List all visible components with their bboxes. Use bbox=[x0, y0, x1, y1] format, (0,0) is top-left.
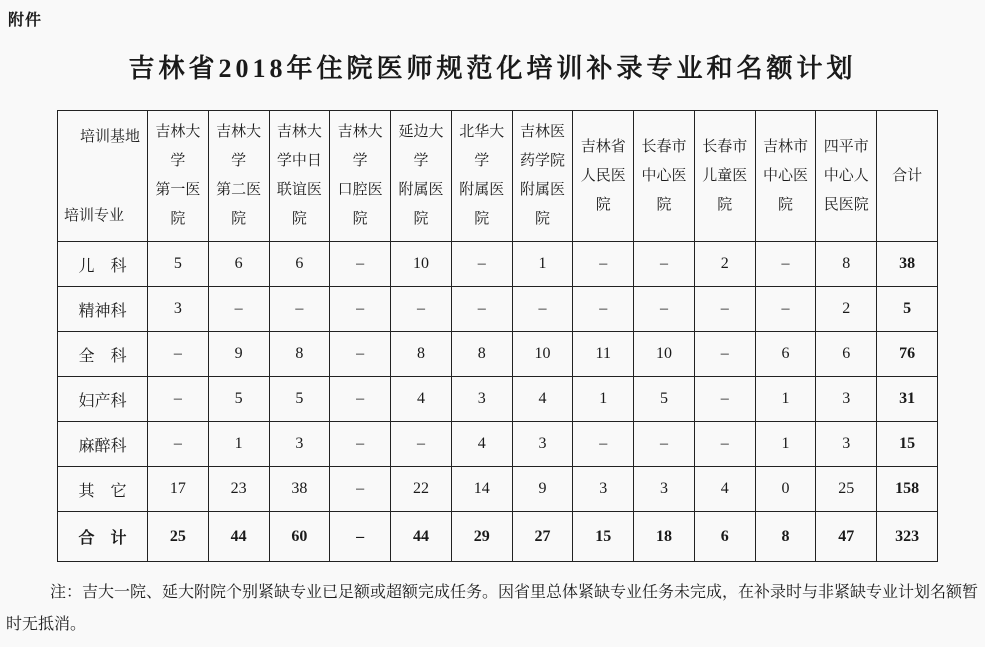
data-cell: – bbox=[694, 332, 755, 377]
header-cell-hospital bbox=[148, 111, 209, 242]
table-header-row bbox=[58, 111, 938, 242]
row-label: 儿 科 bbox=[58, 242, 148, 287]
hospital-name-line: 第一医 bbox=[155, 182, 201, 198]
corner-label-training-base: 培训基地 bbox=[79, 129, 140, 145]
hospital-name-line: 口腔医 bbox=[337, 182, 383, 198]
hospital-name-line: 院 bbox=[352, 211, 368, 227]
data-cell: 1 bbox=[755, 422, 816, 467]
data-cell: – bbox=[694, 287, 755, 332]
hospital-name-line: 院 bbox=[717, 196, 733, 213]
data-cell: 6 bbox=[816, 332, 877, 377]
footnote bbox=[6, 577, 979, 641]
data-cell: 25 bbox=[816, 467, 877, 512]
data-cell: – bbox=[573, 287, 634, 332]
data-cell: 0 bbox=[755, 467, 816, 512]
total-cell: 323 bbox=[877, 512, 938, 562]
row-label: 麻醉科 bbox=[58, 422, 148, 467]
hospital-name-line: 学 bbox=[474, 153, 490, 169]
hospital-name bbox=[391, 118, 451, 234]
hospital-name-line: 院 bbox=[595, 196, 611, 213]
hospital-name bbox=[756, 133, 816, 220]
data-cell: 4 bbox=[391, 377, 452, 422]
hospital-name-line: 吉林省 bbox=[580, 138, 626, 155]
hospital-name bbox=[573, 133, 633, 220]
hospital-name bbox=[695, 133, 755, 220]
data-cell: 60 bbox=[269, 512, 330, 562]
data-cell: 4 bbox=[512, 377, 573, 422]
data-cell: 47 bbox=[816, 512, 877, 562]
hospital-name bbox=[513, 118, 573, 234]
hospital-name-line: 院 bbox=[534, 211, 550, 227]
data-cell: 6 bbox=[755, 332, 816, 377]
header-cell-hospital bbox=[512, 111, 573, 242]
hospital-name-line: 四平市 bbox=[823, 138, 869, 155]
data-cell: – bbox=[573, 242, 634, 287]
data-cell: 1 bbox=[573, 377, 634, 422]
table-row bbox=[58, 287, 938, 332]
hospital-name-line: 附属医 bbox=[398, 182, 444, 198]
data-cell: 3 bbox=[512, 422, 573, 467]
header-cell-hospital bbox=[573, 111, 634, 242]
data-cell: – bbox=[755, 287, 816, 332]
hospital-name-line: 吉林大 bbox=[276, 124, 322, 140]
hospital-name-line: 中心医 bbox=[641, 167, 687, 184]
data-cell: 44 bbox=[391, 512, 452, 562]
data-cell: 9 bbox=[208, 332, 269, 377]
hospital-name-line: 民医院 bbox=[823, 196, 869, 213]
data-cell: – bbox=[694, 422, 755, 467]
data-cell: 44 bbox=[208, 512, 269, 562]
data-cell: – bbox=[330, 467, 391, 512]
data-cell: 8 bbox=[391, 332, 452, 377]
data-cell: 5 bbox=[208, 377, 269, 422]
total-cell: 158 bbox=[877, 467, 938, 512]
hospital-name bbox=[209, 118, 269, 234]
total-cell: 15 bbox=[877, 422, 938, 467]
header-cell-hospital bbox=[391, 111, 452, 242]
data-cell: – bbox=[391, 422, 452, 467]
total-cell: 38 bbox=[877, 242, 938, 287]
table-row bbox=[58, 332, 938, 377]
hospital-name-line: 北华大 bbox=[459, 124, 505, 140]
data-cell: – bbox=[148, 377, 209, 422]
hospital-name-line: 吉林医 bbox=[519, 124, 565, 140]
data-cell: – bbox=[148, 422, 209, 467]
hospital-name-line: 药学院 bbox=[519, 153, 565, 169]
data-cell: 8 bbox=[816, 242, 877, 287]
hospital-name-line: 中心人 bbox=[823, 167, 869, 184]
data-cell: 5 bbox=[634, 377, 695, 422]
hospital-name-line: 附属医 bbox=[459, 182, 505, 198]
data-cell: – bbox=[451, 242, 512, 287]
data-cell: – bbox=[694, 377, 755, 422]
data-cell: 10 bbox=[391, 242, 452, 287]
data-cell: – bbox=[634, 242, 695, 287]
hospital-name-line: 长春市 bbox=[702, 138, 748, 155]
data-cell: 18 bbox=[634, 512, 695, 562]
data-cell: 3 bbox=[816, 377, 877, 422]
header-cell-total bbox=[877, 111, 938, 242]
row-label: 精神科 bbox=[58, 287, 148, 332]
hospital-name-line: 院 bbox=[291, 211, 307, 227]
data-cell: 17 bbox=[148, 467, 209, 512]
hospital-name-line: 学中日 bbox=[276, 153, 322, 169]
data-cell: 8 bbox=[451, 332, 512, 377]
row-label: 合 计 bbox=[58, 512, 148, 562]
hospital-name-line: 吉林大 bbox=[337, 124, 383, 140]
page-title: 吉林省2018年住院医师规范化培训补录专业和名额计划 bbox=[128, 54, 857, 83]
hospital-name bbox=[330, 118, 390, 234]
data-cell: – bbox=[269, 287, 330, 332]
data-cell: 11 bbox=[573, 332, 634, 377]
row-label: 妇产科 bbox=[58, 377, 148, 422]
data-cell: 9 bbox=[512, 467, 573, 512]
data-cell: 10 bbox=[634, 332, 695, 377]
data-cell: – bbox=[330, 332, 391, 377]
row-label: 其 它 bbox=[58, 467, 148, 512]
hospital-name bbox=[270, 118, 330, 234]
data-cell: 5 bbox=[148, 242, 209, 287]
header-cell-hospital bbox=[451, 111, 512, 242]
hospital-name-line: 院 bbox=[778, 196, 794, 213]
data-cell: – bbox=[330, 422, 391, 467]
table-row bbox=[58, 242, 938, 287]
data-cell: – bbox=[391, 287, 452, 332]
hospital-name bbox=[877, 162, 937, 191]
attachment-label: 附件 bbox=[8, 12, 43, 29]
hospital-name bbox=[148, 118, 208, 234]
data-cell: – bbox=[573, 422, 634, 467]
hospital-name-line: 附属医 bbox=[519, 182, 565, 198]
data-cell: – bbox=[634, 287, 695, 332]
header-cell-hospital bbox=[269, 111, 330, 242]
data-cell: 3 bbox=[148, 287, 209, 332]
data-cell: – bbox=[148, 332, 209, 377]
total-cell: 5 bbox=[877, 287, 938, 332]
data-cell: 1 bbox=[208, 422, 269, 467]
data-cell: 2 bbox=[816, 287, 877, 332]
data-cell: – bbox=[330, 512, 391, 562]
data-cell: 6 bbox=[208, 242, 269, 287]
data-cell: – bbox=[330, 377, 391, 422]
hospital-name-line: 学 bbox=[352, 153, 368, 169]
data-cell: 3 bbox=[634, 467, 695, 512]
hospital-name-line: 人民医 bbox=[580, 167, 626, 184]
data-cell: 25 bbox=[148, 512, 209, 562]
data-cell: 6 bbox=[269, 242, 330, 287]
data-cell: 1 bbox=[512, 242, 573, 287]
hospital-name-line: 院 bbox=[413, 211, 429, 227]
header-cell-hospital bbox=[694, 111, 755, 242]
data-cell: – bbox=[451, 287, 512, 332]
data-cell: 3 bbox=[451, 377, 512, 422]
data-cell: 8 bbox=[269, 332, 330, 377]
quota-plan-table bbox=[57, 110, 938, 562]
hospital-name-line: 合计 bbox=[892, 167, 923, 184]
data-cell: 3 bbox=[573, 467, 634, 512]
data-cell: 1 bbox=[755, 377, 816, 422]
header-cell-hospital bbox=[634, 111, 695, 242]
data-cell: 29 bbox=[451, 512, 512, 562]
hospital-name-line: 儿童医 bbox=[702, 167, 748, 184]
row-label: 全 科 bbox=[58, 332, 148, 377]
data-cell: 14 bbox=[451, 467, 512, 512]
data-cell: 22 bbox=[391, 467, 452, 512]
header-cell-hospital bbox=[755, 111, 816, 242]
data-cell: 3 bbox=[269, 422, 330, 467]
data-cell: – bbox=[512, 287, 573, 332]
data-cell: 10 bbox=[512, 332, 573, 377]
data-cell: 23 bbox=[208, 467, 269, 512]
data-cell: – bbox=[330, 287, 391, 332]
corner-label-training-specialty: 培训专业 bbox=[64, 208, 125, 224]
header-cell-hospital bbox=[208, 111, 269, 242]
hospital-name-line: 学 bbox=[413, 153, 429, 169]
total-cell: 76 bbox=[877, 332, 938, 377]
hospital-name-line: 院 bbox=[231, 211, 247, 227]
hospital-name-line: 延边大 bbox=[398, 124, 444, 140]
corner-header-cell bbox=[58, 111, 148, 242]
data-cell: 5 bbox=[269, 377, 330, 422]
total-cell: 31 bbox=[877, 377, 938, 422]
hospital-name-line: 吉林大 bbox=[216, 124, 262, 140]
data-cell: 8 bbox=[755, 512, 816, 562]
table-row bbox=[58, 377, 938, 422]
data-cell: – bbox=[208, 287, 269, 332]
footnote-line-1: 注：吉大一院、延大附院个别紧缺专业已足额或超额完成任务。因省里总体紧缺专业任务未完成，在补录时与非紧缺专业计划名额暂 bbox=[50, 584, 979, 601]
hospital-name-line: 长春市 bbox=[641, 138, 687, 155]
hospital-name-line: 院 bbox=[170, 211, 186, 227]
data-cell: 38 bbox=[269, 467, 330, 512]
header-cell-hospital bbox=[816, 111, 877, 242]
hospital-name-line: 吉林大 bbox=[155, 124, 201, 140]
table-row bbox=[58, 467, 938, 512]
data-cell: 2 bbox=[694, 242, 755, 287]
data-cell: – bbox=[634, 422, 695, 467]
hospital-name-line: 学 bbox=[231, 153, 247, 169]
data-cell: 4 bbox=[694, 467, 755, 512]
hospital-name-line: 院 bbox=[474, 211, 490, 227]
hospital-name-line: 学 bbox=[170, 153, 186, 169]
table-total-row bbox=[58, 512, 938, 562]
hospital-name-line: 第二医 bbox=[216, 182, 262, 198]
data-cell: 15 bbox=[573, 512, 634, 562]
hospital-name bbox=[816, 133, 876, 220]
header-cell-hospital bbox=[330, 111, 391, 242]
data-cell: 4 bbox=[451, 422, 512, 467]
hospital-name-line: 中心医 bbox=[763, 167, 809, 184]
hospital-name bbox=[634, 133, 694, 220]
data-cell: 27 bbox=[512, 512, 573, 562]
hospital-name-line: 联谊医 bbox=[276, 182, 322, 198]
hospital-name-line: 吉林市 bbox=[763, 138, 809, 155]
hospital-name-line: 院 bbox=[656, 196, 672, 213]
hospital-name bbox=[452, 118, 512, 234]
footnote-line-2: 时无抵消。 bbox=[6, 616, 87, 633]
data-cell: – bbox=[755, 242, 816, 287]
table-row bbox=[58, 422, 938, 467]
data-cell: – bbox=[330, 242, 391, 287]
data-cell: 3 bbox=[816, 422, 877, 467]
data-cell: 6 bbox=[694, 512, 755, 562]
